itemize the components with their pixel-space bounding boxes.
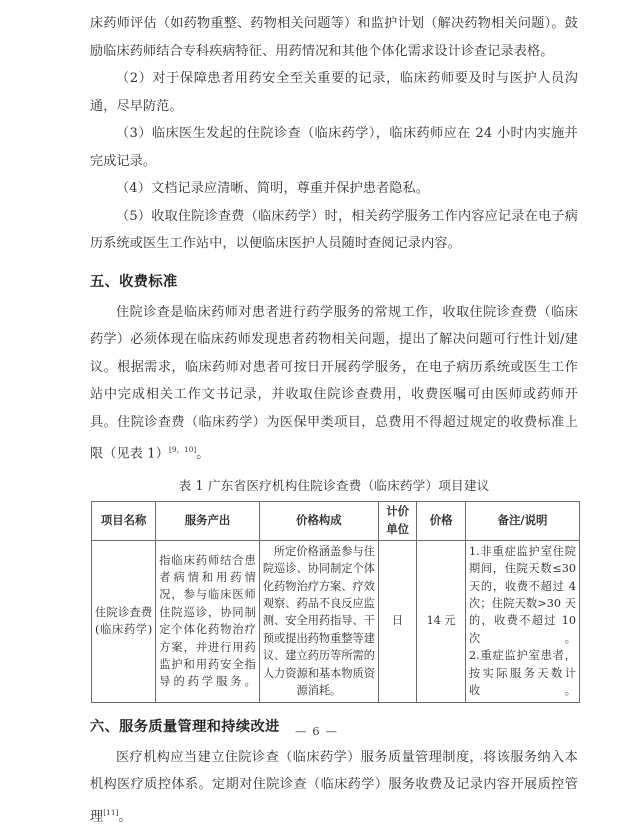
section-six-paragraph-text: 医疗机构应当建立住院诊查（临床药学）服务质量管理制度，将该服务纳入本机构医疗质控体系。定期对住院诊查（临床药学）服务收费及记录内容开展质控管理 bbox=[90, 749, 578, 824]
cell-remark-line-1: 1.非重症监护室住院期间，住院天数≤30 天的，收费不超过 4 次；住院天数>30 天的，收费不超过 10 次。 bbox=[468, 544, 576, 645]
cell-item-name: 住院诊查费(临床药学) bbox=[92, 540, 156, 702]
list-item-4: （4）文档记录应清晰、简明，尊重并保护患者隐私。 bbox=[116, 181, 430, 196]
section-heading-six: 六、服务质量管理和持续改进 bbox=[90, 718, 280, 735]
paragraph-continuation: 床药师评估（如药物重整、药物相关问题等）和监护计划（解决药物相关问题）。鼓励临床药师结合专科疾病特征、用药情况和其他个体化需求设计诊查记录表格。 bbox=[90, 16, 578, 59]
table-body bbox=[92, 540, 580, 702]
column-header-remark: 备注/说明 bbox=[465, 501, 579, 540]
column-header-output: 服务产出 bbox=[156, 501, 260, 540]
column-header-unit bbox=[378, 501, 416, 540]
list-item-3: （3）临床医生发起的住院诊查（临床药学），临床药师应在 24 小时内实施并完成记录。 bbox=[90, 126, 578, 169]
section-six-paragraph bbox=[90, 744, 578, 830]
table-row bbox=[92, 540, 580, 702]
list-item-5: （5）收取住院诊查费（临床药学）时，相关药学服务工作内容应记录在电子病历系统或医生工作站中，以便临床医护人员随时查阅记录内容。 bbox=[90, 208, 578, 251]
column-header-price-composition: 价格构成 bbox=[259, 501, 378, 540]
citation-ref-9-10: [9，10] bbox=[169, 445, 197, 454]
table-header bbox=[92, 501, 580, 540]
cell-remark-line-2: 2.重症监护室患者，按实际服务天数计收。 bbox=[468, 649, 576, 698]
section-five-paragraph-tail: 。 bbox=[196, 446, 210, 462]
citation-ref-11: [11] bbox=[103, 807, 119, 817]
cell-price: 14 元 bbox=[417, 540, 466, 702]
cell-price-composition: 所定价格涵盖参与住院巡诊、协同制定个体化药物治疗方案、疗效观察、药品不良反应监测、安全用药指导、干预或提出药物重整等建议、建立药历等所需的人力资源和基本物质资源消耗。 bbox=[259, 540, 378, 702]
column-header-unit-line1: 计价 bbox=[386, 504, 410, 519]
column-header-price: 价格 bbox=[417, 501, 466, 540]
cell-remark bbox=[465, 540, 579, 702]
column-header-unit-line2: 单位 bbox=[386, 521, 410, 536]
page-number-footer: — 6 — bbox=[295, 724, 338, 738]
column-header-name: 项目名称 bbox=[92, 501, 156, 540]
cell-pricing-unit: 日 bbox=[378, 540, 416, 702]
section-heading-five: 五、收费标准 bbox=[90, 273, 178, 290]
section-six-paragraph-tail: 。 bbox=[118, 808, 132, 824]
list-item-2: （2）对于保障患者用药安全至关重要的记录，临床药师要及时与医护人员沟通，尽早防范。 bbox=[90, 71, 578, 114]
table-caption: 表 1 广东省医疗机构住院诊查费（临床药学）项目建议 bbox=[178, 477, 490, 493]
table-header-row bbox=[92, 501, 580, 540]
fee-table bbox=[91, 501, 580, 703]
cell-service-output: 指临床药师结合患者病情和用药情况，参与临床医师住院巡诊，协同制定个体化药物治疗方案，并进行用药监护和用药安全指导的药学服务。 bbox=[156, 540, 260, 702]
section-five-paragraph bbox=[90, 299, 578, 468]
section-five-paragraph-text: 住院诊查是临床药师对患者进行药学服务的常规工作，收取住院诊查费（临床药学）必须体现在临床药师发现患者药物相关问题，提出了解决问题可行性计划/建议。根据需求，临床药师对患者可按日开展药学服务，在电子病历系统或医生工作站中完成相关工作文书记录，并收取住院诊查费用，收费医嘱可由医师或药师开具。住院诊查费（临床药学）为医保甲类项目，总费用不得超过规定的收费标准上限（见表 1） bbox=[90, 304, 578, 462]
